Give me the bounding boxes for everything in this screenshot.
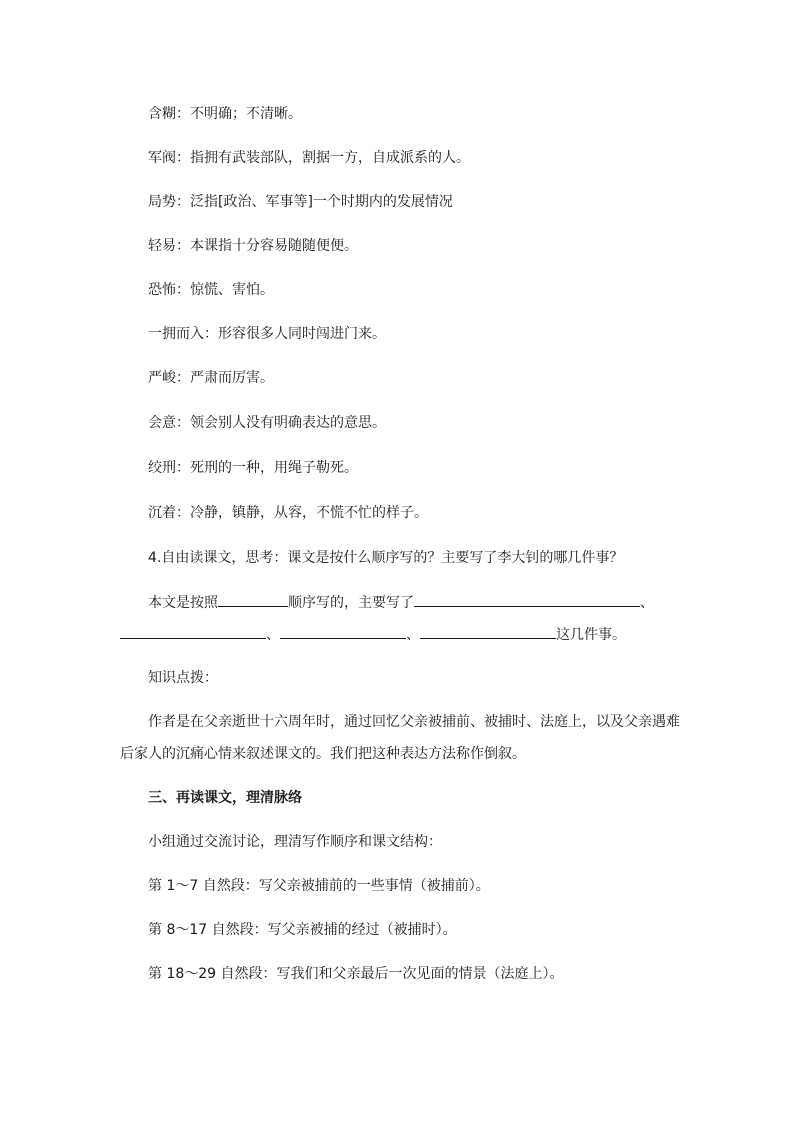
section-heading: 三、再读课文，理清脉络 — [148, 790, 302, 806]
structure-item: 第 8～17 自然段：写父亲被捕的经过（被捕时）。 — [148, 922, 457, 938]
answer-blank-event-3[interactable] — [280, 624, 406, 639]
fill-text: 本文是按照 — [148, 595, 218, 611]
vocab-item: 军阀：指拥有武装部队，割据一方，自成派系的人。 — [148, 150, 470, 166]
vocab-item: 一拥而入：形容很多人同时闯进门来。 — [148, 326, 386, 342]
tip-heading: 知识点拨： — [148, 670, 218, 686]
question-4: 4.自由读课文，思考：课文是按什么顺序写的？主要写了李大钊的哪几件事？ — [148, 550, 624, 566]
vocab-item: 含糊：不明确；不清晰。 — [148, 106, 302, 122]
answer-blank-event-1[interactable] — [414, 592, 640, 607]
fill-text: 顺序写的，主要写了 — [288, 595, 414, 611]
vocab-item: 局势：泛指[政治、军事等]一个时期内的发展情况 — [148, 194, 453, 210]
group-instruction: 小组通过交流讨论，理清写作顺序和课文结构： — [148, 834, 442, 850]
fill-blank-line-1 — [148, 592, 654, 613]
vocab-item: 严峻：严肃而厉害。 — [148, 370, 274, 386]
fill-separator: 、 — [266, 627, 280, 643]
tip-paragraph-line: 作者是在父亲逝世十六周年时，通过回忆父亲被捕前、被捕时、法庭上，以及父亲遇难 — [148, 714, 680, 730]
structure-item: 第 1～7 自然段：写父亲被捕前的一些事情（被捕前）。 — [148, 878, 490, 894]
fill-text: 这几件事。 — [556, 627, 626, 643]
vocab-item: 会意：领会别人没有明确表达的意思。 — [148, 415, 386, 431]
vocab-item: 轻易：本课指十分容易随随便便。 — [148, 238, 358, 254]
tip-paragraph-line: 后家人的沉痛心情来叙述课文的。我们把这种表达方法称作倒叙。 — [120, 746, 526, 762]
fill-separator: 、 — [406, 627, 420, 643]
fill-separator: 、 — [640, 595, 654, 611]
vocab-item: 沉着：冷静，镇静，从容，不慌不忙的样子。 — [148, 505, 428, 521]
structure-item: 第 18～29 自然段：写我们和父亲最后一次见面的情景（法庭上）。 — [148, 966, 564, 982]
answer-blank-event-4[interactable] — [420, 624, 556, 639]
answer-blank-order[interactable] — [218, 592, 288, 607]
fill-blank-line-2 — [120, 624, 626, 645]
vocab-item: 绞刑：死刑的一种，用绳子勒死。 — [148, 460, 358, 476]
answer-blank-event-2[interactable] — [120, 624, 266, 639]
vocab-item: 恐怖：惊慌、害怕。 — [148, 282, 274, 298]
